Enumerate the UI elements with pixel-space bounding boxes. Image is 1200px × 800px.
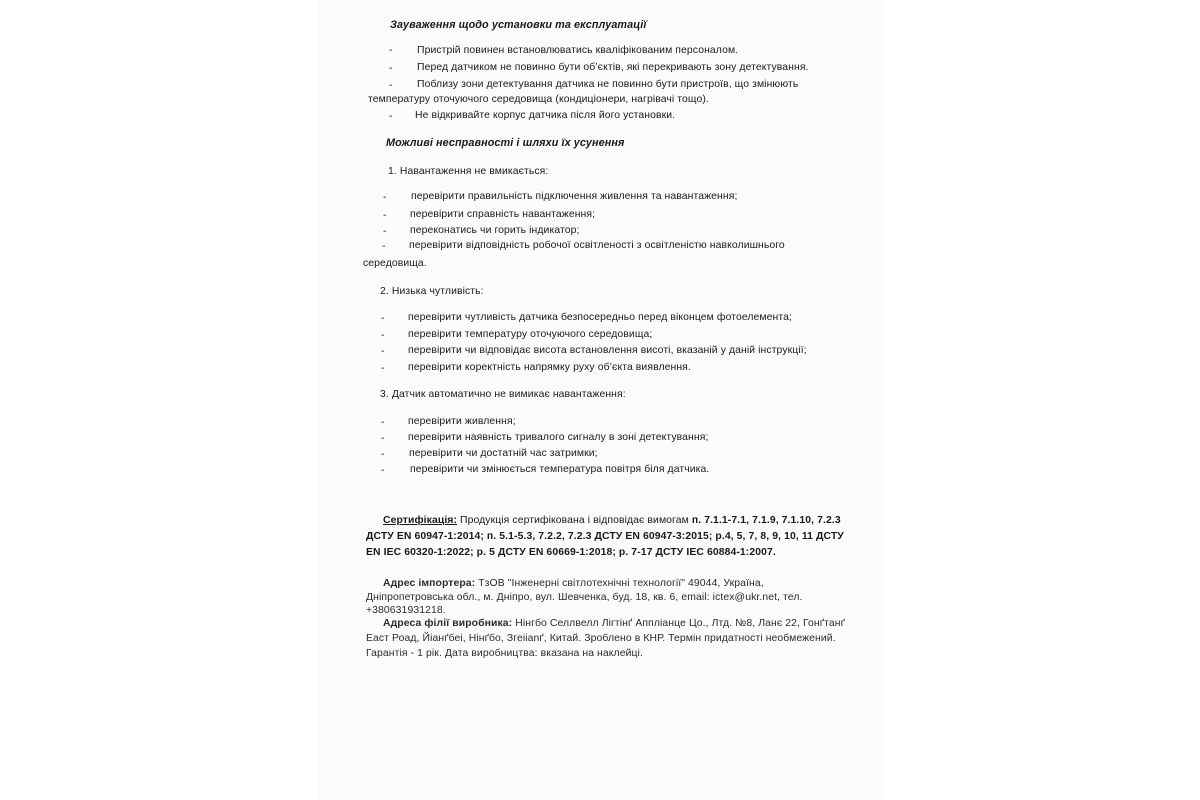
remarks-heading: Зауваження щодо установки та експлуатації [390,19,647,31]
remark-item: Поблизу зони детектування датчика не повинно бути пристроїв, що змінюють [417,79,799,90]
remark-item: Не відкривайте корпус датчика після його установки. [415,110,676,121]
bullet-dash: - [383,210,387,221]
certification-line-3: EN IEC 60320-1:2022; р. 5 ДСТУ EN 60669-1:2018; р. 7-17 ДСТУ IEC 60884-1:2007. [366,547,776,558]
certification-text: Продукція сертифікована і відповідає вимогам [457,515,692,526]
certification-line-1 [383,514,841,527]
certification-clauses: п. 7.1.1-7.1, 7.1.9, 7.1.10, 7.2.3 [691,515,841,526]
manufacturer-text: Нінгбо Селлвелл Лігтінґ Аппліанце Цо., Лтд. №8, Ланє 22, Гонґтанґ [512,618,845,629]
fault-section-title: 3. Датчик автоматично не вимикає навантаження: [380,389,626,400]
fault-item: перевірити коректність напрямку руху об’єкта виявлення. [408,362,691,373]
importer-line-2: Дніпропетровська обл., м. Дніпро, вул. Шевченка, буд. 18, кв. 6, email: ictex@ukr.net, тел. [366,592,803,603]
document-page [318,0,884,800]
bullet-dash: - [381,449,385,460]
bullet-dash: - [383,226,387,237]
fault-item: перевірити відповідність робочої освітленості з освітленістю навколишнього [409,240,785,251]
fault-item: переконатись чи горить індикатор; [410,225,580,236]
fault-section-title: 2. Низька чутливість: [380,286,484,297]
manufacturer-label: Адреса філії виробника: [383,618,513,629]
bullet-dash: - [381,363,385,374]
certification-line-2: ДСТУ EN 60947-1:2014; п. 5.1-5.3, 7.2.2, 7.2.3 ДСТУ EN 60947-3:2015; р.4, 5, 7, 8, 9, 10, 11 ДСТУ [366,531,844,542]
manufacturer-line-3: Гарантія - 1 рік. Дата виробництва: вказана на наклейці. [366,648,643,659]
fault-item: перевірити наявність тривалого сигналу в зоні детектування; [408,432,709,443]
importer-label: Адрес імпортера: [383,578,476,589]
remark-item: Перед датчиком не повинно бути об’єктів, які перекривають зону детектування. [417,62,809,73]
fault-item-continuation: середовища. [363,258,427,269]
bullet-dash: - [389,63,393,74]
importer-line-1 [383,577,764,590]
bullet-dash: - [389,80,393,91]
certification-label: Сертифікація: [383,515,458,526]
manufacturer-line-1 [383,617,845,630]
bullet-dash: - [381,346,385,357]
fault-item: перевірити справність навантаження; [410,209,596,220]
bullet-dash: - [381,417,385,428]
bullet-dash: - [381,313,385,324]
bullet-dash: - [381,330,385,341]
faults-heading: Можливі несправності і шляхи їх усунення [386,137,625,149]
bullet-dash: - [381,465,385,476]
fault-item: перевірити живлення; [408,416,516,427]
bullet-dash: - [382,241,386,252]
bullet-dash: - [381,433,385,444]
bullet-dash: - [383,192,387,203]
fault-section-title: 1. Навантаження не вмикається: [388,166,549,177]
fault-item: перевірити чутливість датчика безпосередньо перед віконцем фотоелемента; [408,312,792,323]
remark-item: Пристрій повинен встановлюватись кваліфікованим персоналом. [417,45,739,56]
importer-line-3: +380631931218. [366,605,446,616]
manufacturer-line-2: Еаст Роад, Йіанґбеі, Нінґбо, Згеіianґ, Китай. Зроблено в КНР. Термін придатності необмежений. [366,633,836,644]
fault-item: перевірити правильність підключення живлення та навантаження; [411,191,738,202]
remark-item-continuation: температуру оточуючого середовища (кондиціонери, нагрівачі тощо). [368,94,709,105]
fault-item: перевірити чи відповідає висота встановлення висоті, вказаній у даній інструкції; [408,345,807,356]
fault-item: перевірити температуру оточуючого середовища; [408,329,653,340]
importer-text: ТзОВ "Інженерні світлотехнічні технології" 49044, Україна, [475,578,764,589]
fault-item: перевірити чи достатній час затримки; [409,448,598,459]
bullet-dash: - [389,45,393,56]
bullet-dash: - [389,111,393,122]
fault-item: перевірити чи змінюється температура повітря біля датчика. [410,464,710,475]
